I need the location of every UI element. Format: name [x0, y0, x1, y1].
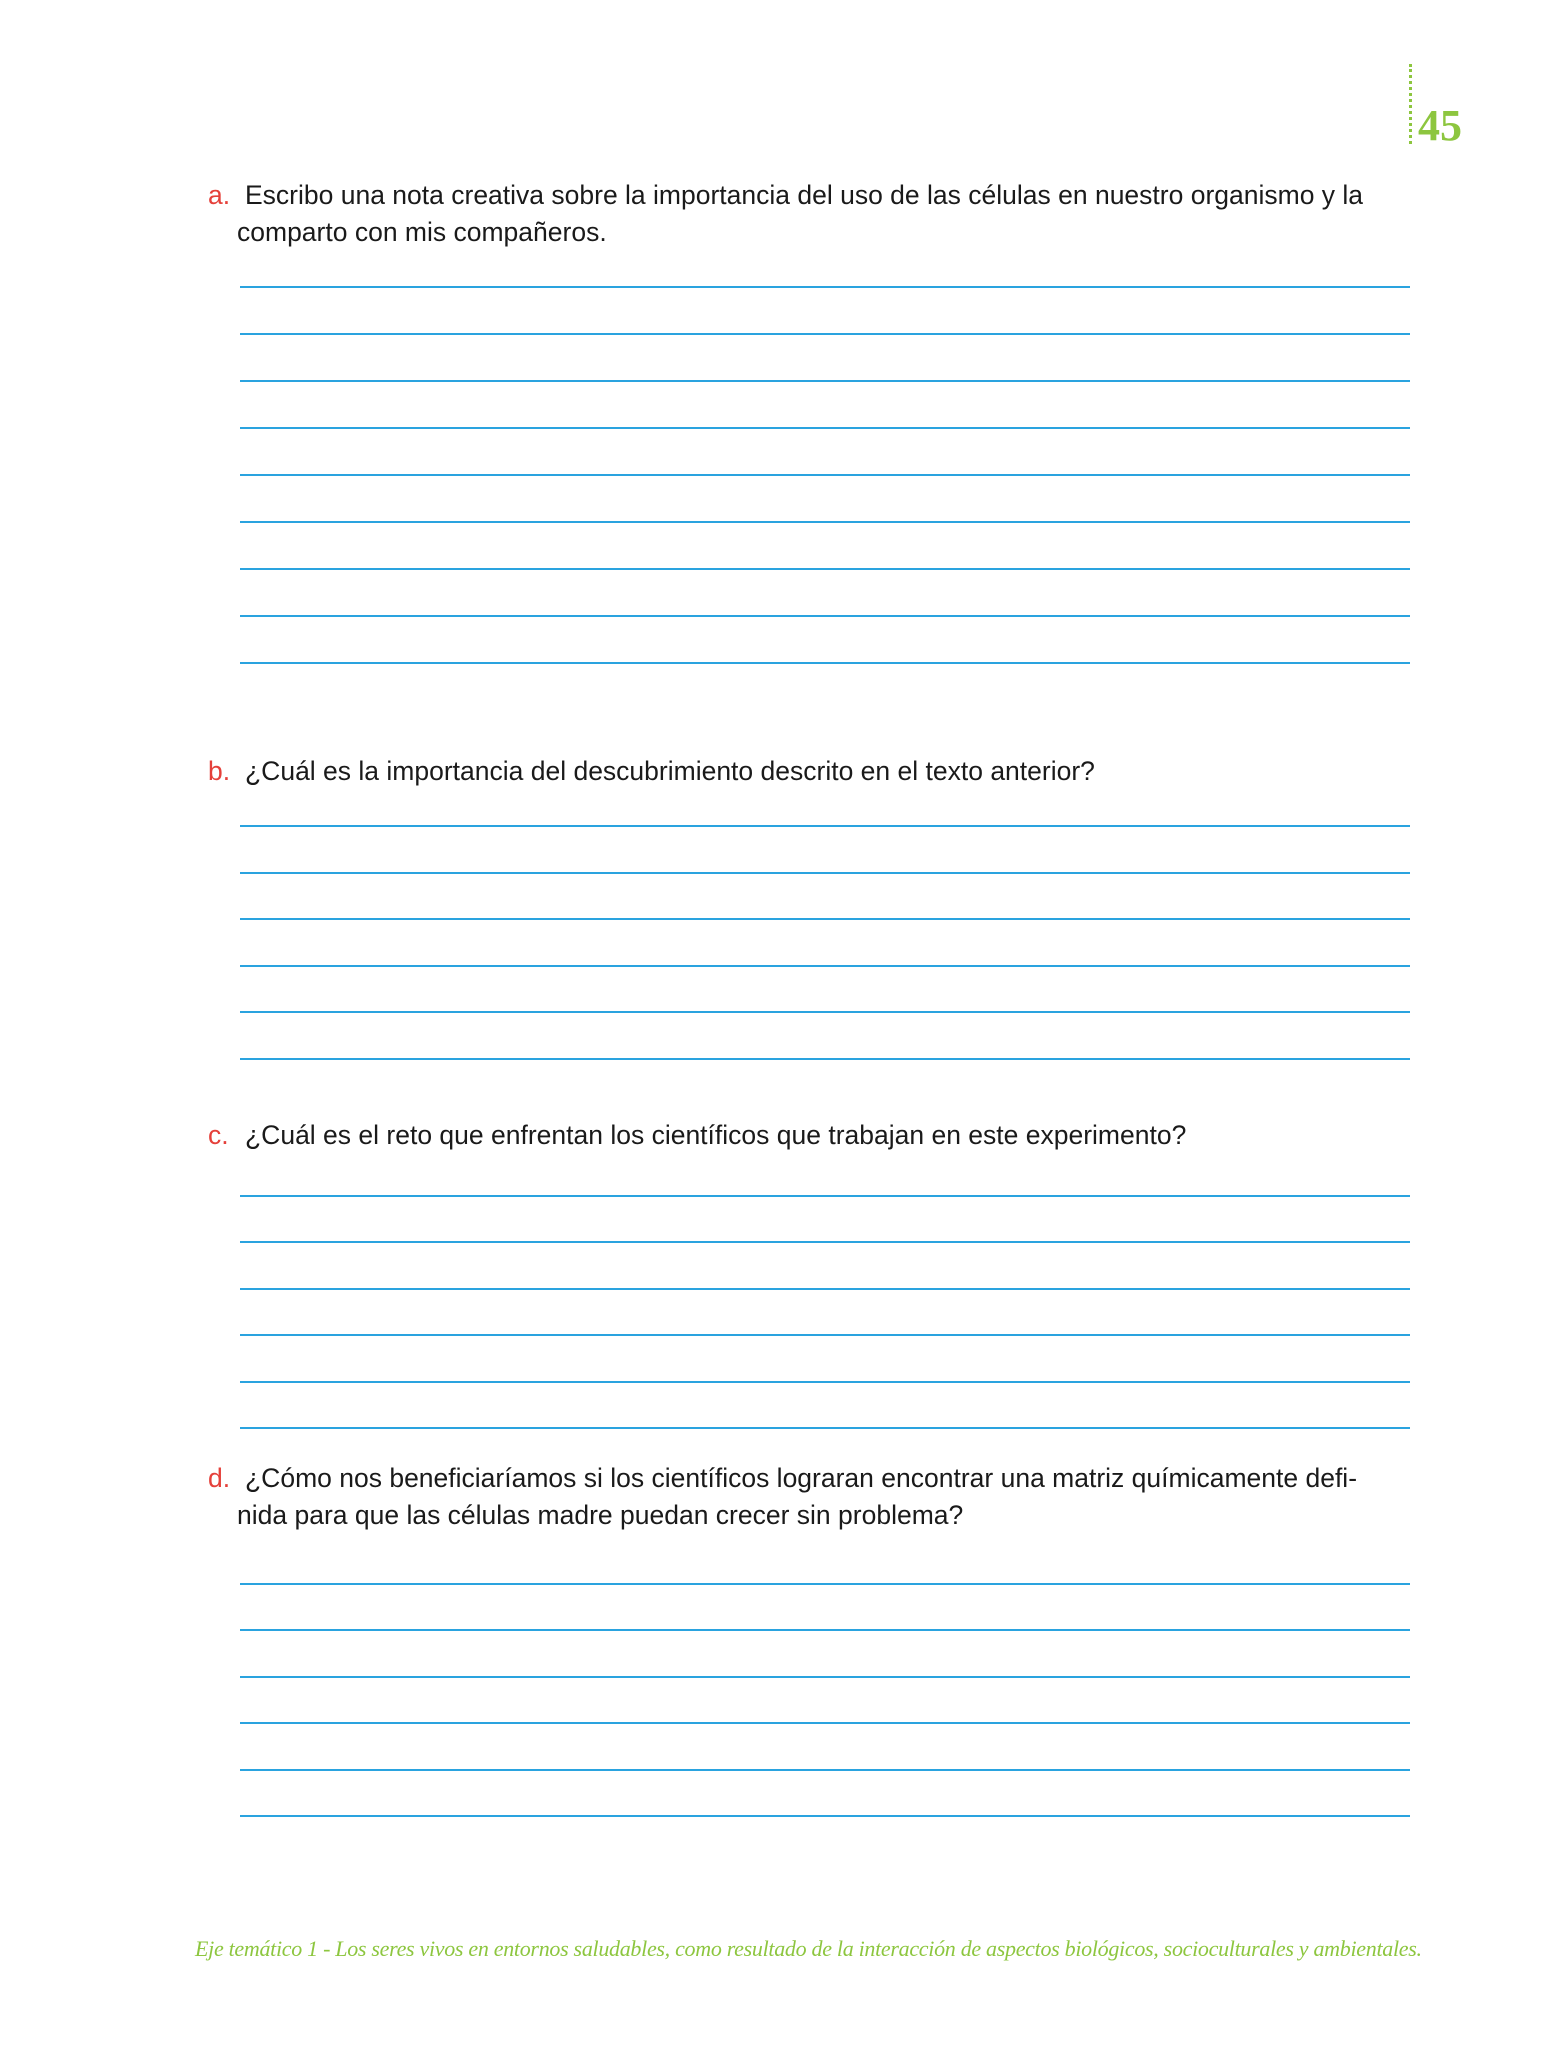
question-d	[208, 1460, 1418, 1534]
answer-line[interactable]	[240, 1769, 1410, 1771]
question-text: ¿Cuál es el reto que enfrentan los científicos que trabajan en este experimento?	[245, 1120, 1187, 1150]
question-letter: d.	[208, 1463, 231, 1493]
answer-line[interactable]	[240, 1676, 1410, 1678]
question-text: Escribo una nota creativa sobre la importancia del uso de las células en nuestro organismo y la	[245, 180, 1364, 210]
question-b	[208, 753, 1418, 790]
page-number-divider	[1409, 64, 1412, 144]
answer-line[interactable]	[240, 662, 1410, 664]
question-letter: c.	[208, 1120, 229, 1150]
answer-line[interactable]	[240, 1381, 1410, 1383]
question-text: ¿Cómo nos beneficiaríamos si los científicos lograran encontrar una matriz químicamente defi-	[245, 1463, 1358, 1493]
question-letter: b.	[208, 756, 231, 786]
answer-line[interactable]	[240, 568, 1410, 570]
answer-line[interactable]	[240, 1815, 1410, 1817]
answer-line[interactable]	[240, 1427, 1410, 1429]
answer-line[interactable]	[240, 1583, 1410, 1585]
answer-line[interactable]	[240, 1011, 1410, 1013]
answer-line[interactable]	[240, 286, 1410, 288]
question-text-continued: nida para que las células madre puedan crecer sin problema?	[237, 1500, 964, 1530]
answer-line[interactable]	[240, 1058, 1410, 1060]
question-text: ¿Cuál es la importancia del descubrimiento descrito en el texto anterior?	[245, 756, 1095, 786]
answer-line[interactable]	[240, 825, 1410, 827]
answer-line[interactable]	[240, 380, 1410, 382]
answer-line[interactable]	[240, 1288, 1410, 1290]
footer-text: Eje temático 1 - Los seres vivos en entornos saludables, como resultado de la interacción de aspectos biológicos, socioculturales y ambientales.	[195, 1936, 1422, 1961]
answer-line[interactable]	[240, 333, 1410, 335]
question-c	[208, 1117, 1418, 1154]
answer-line[interactable]	[240, 521, 1410, 523]
answer-line[interactable]	[240, 1241, 1410, 1243]
answer-line[interactable]	[240, 872, 1410, 874]
answer-line[interactable]	[240, 965, 1410, 967]
answer-line[interactable]	[240, 1334, 1410, 1336]
question-letter: a.	[208, 180, 231, 210]
answer-line[interactable]	[240, 918, 1410, 920]
answer-line[interactable]	[240, 615, 1410, 617]
answer-line[interactable]	[240, 1722, 1410, 1724]
question-a	[208, 177, 1418, 251]
answer-line[interactable]	[240, 474, 1410, 476]
question-text-continued: comparto con mis compañeros.	[237, 217, 607, 247]
answer-line[interactable]	[240, 1195, 1410, 1197]
answer-line[interactable]	[240, 427, 1410, 429]
page-number: 45	[1418, 101, 1462, 150]
answer-line[interactable]	[240, 1629, 1410, 1631]
